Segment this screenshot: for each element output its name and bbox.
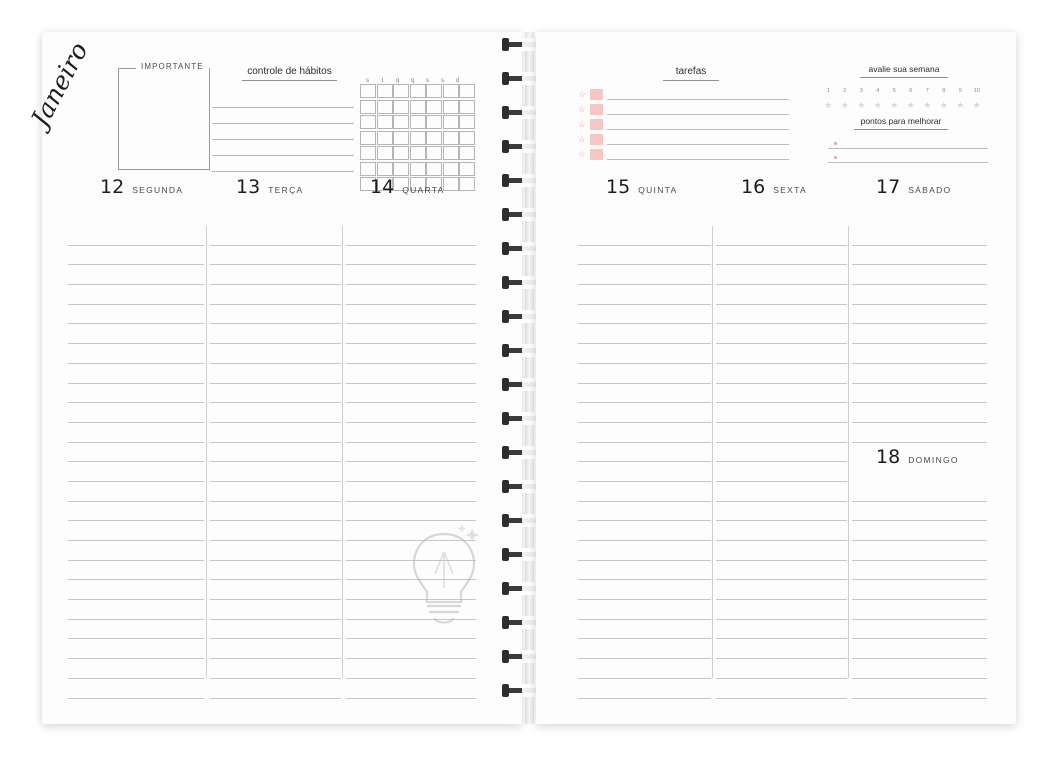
column-divider — [206, 226, 207, 678]
note-line[interactable] — [716, 482, 847, 502]
habit-grid-row — [360, 162, 476, 178]
note-line[interactable] — [578, 580, 711, 600]
note-line[interactable] — [716, 561, 847, 581]
habit-grid-row — [360, 115, 476, 131]
task-checkbox[interactable] — [590, 134, 603, 145]
tasks-title: tarefas — [663, 66, 719, 81]
star-icon[interactable]: ★ — [956, 100, 965, 110]
note-line[interactable] — [68, 324, 204, 344]
note-line[interactable] — [68, 384, 204, 404]
column-divider — [712, 226, 713, 678]
habit-col-label: q — [395, 78, 400, 84]
habit-col-label: s — [366, 78, 369, 84]
note-line[interactable] — [578, 679, 711, 699]
note-line[interactable] — [716, 226, 847, 246]
note-line[interactable] — [852, 423, 987, 443]
note-line[interactable] — [716, 659, 847, 679]
improve-title: pontos para melhorar — [854, 116, 948, 130]
note-line[interactable] — [852, 561, 987, 581]
rating-number: 8 — [942, 88, 946, 94]
day-number: 13 — [236, 176, 261, 198]
rating-star-unit[interactable] — [969, 88, 986, 113]
habit-checkbox[interactable] — [410, 84, 426, 98]
note-line[interactable] — [210, 580, 341, 600]
day-header-13 — [236, 176, 304, 198]
note-line[interactable] — [210, 659, 341, 679]
habit-grid-row — [360, 84, 476, 100]
note-line[interactable] — [578, 324, 711, 344]
rating-number: 4 — [876, 88, 880, 94]
note-line[interactable] — [716, 443, 847, 463]
column-divider — [848, 226, 849, 678]
rating-star-unit[interactable] — [886, 88, 903, 113]
day-number: 17 — [876, 176, 901, 198]
note-line[interactable] — [210, 423, 341, 443]
bullet-dot — [834, 142, 837, 145]
note-line[interactable] — [852, 226, 987, 246]
rating-star-unit[interactable] — [903, 88, 920, 113]
rating-number: 7 — [925, 88, 929, 94]
note-line[interactable] — [210, 639, 341, 659]
note-line[interactable] — [578, 226, 711, 246]
note-line[interactable] — [210, 443, 341, 463]
habit-checkbox[interactable] — [393, 84, 409, 98]
habit-checkbox[interactable] — [377, 162, 393, 176]
note-line[interactable] — [852, 541, 987, 561]
note-line[interactable] — [716, 265, 847, 285]
habit-checkbox[interactable] — [459, 146, 475, 160]
note-line[interactable] — [210, 324, 341, 344]
habit-checkbox[interactable] — [377, 84, 393, 98]
rating-number: 2 — [843, 88, 847, 94]
habit-checkbox[interactable] — [377, 146, 393, 160]
note-line[interactable] — [210, 482, 341, 502]
column-divider — [342, 226, 343, 678]
improve-line[interactable] — [828, 150, 988, 163]
week-rating-stars[interactable] — [820, 88, 985, 113]
notes-column-quinta[interactable] — [578, 226, 711, 699]
habit-checkbox[interactable] — [360, 115, 376, 129]
note-line[interactable] — [210, 285, 341, 305]
note-line[interactable] — [716, 403, 847, 423]
note-line[interactable] — [578, 659, 711, 679]
star-icon[interactable]: ☆ — [578, 88, 587, 99]
note-line[interactable] — [578, 482, 711, 502]
note-line[interactable] — [68, 541, 204, 561]
note-line[interactable] — [578, 502, 711, 522]
star-icon[interactable]: ☆ — [578, 148, 587, 159]
note-line[interactable] — [578, 364, 711, 384]
note-line[interactable] — [346, 344, 476, 364]
note-line[interactable] — [210, 600, 341, 620]
rating-number: 9 — [958, 88, 962, 94]
note-line[interactable] — [210, 541, 341, 561]
day-number: 14 — [370, 176, 395, 198]
note-line[interactable] — [852, 403, 987, 423]
habit-checkbox[interactable] — [459, 100, 475, 114]
task-checkbox[interactable] — [590, 119, 603, 130]
habit-checkbox[interactable] — [360, 162, 376, 176]
note-line[interactable] — [346, 285, 476, 305]
star-icon[interactable]: ★ — [824, 100, 833, 110]
habit-checkbox[interactable] — [393, 115, 409, 129]
note-line[interactable] — [210, 305, 341, 325]
note-line[interactable] — [346, 324, 476, 344]
habit-line[interactable] — [212, 92, 354, 108]
rating-number: 10 — [973, 88, 980, 94]
note-line[interactable] — [578, 443, 711, 463]
rating-star-unit[interactable] — [936, 88, 953, 113]
note-line[interactable] — [716, 305, 847, 325]
note-line[interactable] — [210, 462, 341, 482]
habit-checkbox[interactable] — [377, 131, 393, 145]
rating-star-unit[interactable] — [870, 88, 887, 113]
note-line[interactable] — [210, 502, 341, 522]
note-line[interactable] — [852, 285, 987, 305]
habit-grid-row — [360, 100, 476, 116]
star-icon[interactable]: ☆ — [578, 133, 587, 144]
habit-line[interactable] — [212, 124, 354, 140]
habit-grid-row — [360, 146, 476, 162]
star-icon[interactable]: ★ — [890, 100, 899, 110]
note-line[interactable] — [852, 344, 987, 364]
note-line[interactable] — [716, 541, 847, 561]
rating-number: 5 — [892, 88, 896, 94]
note-line[interactable] — [68, 285, 204, 305]
note-line[interactable] — [852, 600, 987, 620]
habit-checkbox[interactable] — [393, 100, 409, 114]
habit-checkbox[interactable] — [459, 131, 475, 145]
rating-star-unit[interactable] — [820, 88, 837, 113]
habit-checkbox[interactable] — [360, 100, 376, 114]
note-line[interactable] — [716, 679, 847, 699]
habit-checkbox[interactable] — [443, 177, 459, 191]
note-line[interactable] — [68, 344, 204, 364]
day-number: 18 — [876, 446, 901, 468]
note-line[interactable] — [578, 423, 711, 443]
note-line[interactable] — [68, 364, 204, 384]
note-line[interactable] — [210, 246, 341, 266]
note-line[interactable] — [68, 521, 204, 541]
note-line[interactable] — [68, 679, 204, 699]
month-script-label: Janeiro — [25, 37, 94, 132]
note-line[interactable] — [716, 324, 847, 344]
note-line[interactable] — [346, 443, 476, 463]
rating-number: 3 — [859, 88, 863, 94]
habit-checkbox[interactable] — [393, 162, 409, 176]
note-line[interactable] — [852, 364, 987, 384]
habit-col-label: d — [455, 78, 460, 84]
note-line[interactable] — [852, 384, 987, 404]
notes-column-sexta[interactable] — [716, 226, 847, 699]
note-line[interactable] — [852, 265, 987, 285]
note-line[interactable] — [68, 639, 204, 659]
note-line[interactable] — [346, 403, 476, 423]
note-line[interactable] — [852, 324, 987, 344]
notes-column-sabado-domingo[interactable] — [852, 226, 987, 699]
bullet-dot — [834, 156, 837, 159]
note-line[interactable] — [68, 246, 204, 266]
habit-checkbox[interactable] — [443, 115, 459, 129]
note-line[interactable] — [346, 423, 476, 443]
note-line[interactable] — [852, 620, 987, 640]
habit-checkbox[interactable] — [410, 100, 426, 114]
star-icon[interactable]: ★ — [873, 100, 882, 110]
day-weekday: QUARTA — [402, 185, 445, 195]
note-line[interactable] — [346, 659, 476, 679]
habit-checkbox[interactable] — [426, 115, 442, 129]
habits-title: controle de hábitos — [242, 66, 337, 81]
habit-checkbox[interactable] — [393, 146, 409, 160]
star-icon[interactable]: ★ — [857, 100, 866, 110]
habit-checkbox[interactable] — [459, 177, 475, 191]
star-icon[interactable]: ★ — [972, 100, 981, 110]
day-header-16 — [741, 176, 807, 198]
day-number: 16 — [741, 176, 766, 198]
notes-column-segunda[interactable] — [68, 226, 204, 699]
note-line[interactable] — [346, 679, 476, 699]
note-line[interactable] — [578, 344, 711, 364]
important-label: IMPORTANTE — [136, 62, 209, 71]
note-line[interactable] — [210, 521, 341, 541]
habit-checkbox[interactable] — [426, 131, 442, 145]
note-line[interactable] — [346, 364, 476, 384]
note-line[interactable] — [68, 443, 204, 463]
note-line[interactable] — [210, 679, 341, 699]
note-line[interactable] — [346, 639, 476, 659]
note-line[interactable] — [210, 344, 341, 364]
note-line[interactable] — [716, 600, 847, 620]
task-input-line[interactable] — [607, 88, 789, 100]
habit-grid-row — [360, 131, 476, 147]
habits-lines[interactable] — [212, 92, 354, 172]
note-line[interactable] — [852, 679, 987, 699]
habit-checkbox[interactable] — [360, 131, 376, 145]
day-weekday: DOMINGO — [908, 455, 959, 465]
task-checkbox[interactable] — [590, 149, 603, 160]
star-icon[interactable]: ★ — [939, 100, 948, 110]
habit-line[interactable] — [212, 140, 354, 156]
habit-checkbox[interactable] — [426, 84, 442, 98]
habit-checkbox[interactable] — [377, 115, 393, 129]
day-weekday: TERÇA — [268, 185, 304, 195]
habit-checkbox[interactable] — [393, 131, 409, 145]
rating-star-unit[interactable] — [919, 88, 936, 113]
note-line[interactable] — [716, 502, 847, 522]
task-input-line[interactable] — [607, 118, 789, 130]
note-line[interactable] — [852, 482, 987, 502]
note-line[interactable] — [716, 639, 847, 659]
note-line[interactable] — [578, 521, 711, 541]
note-line[interactable] — [68, 580, 204, 600]
day-number: 12 — [100, 176, 125, 198]
improve-line[interactable] — [828, 136, 988, 149]
habit-checkbox[interactable] — [426, 146, 442, 160]
habit-checkbox[interactable] — [360, 146, 376, 160]
day-header-17 — [876, 176, 951, 198]
day-header-15 — [606, 176, 677, 198]
note-line[interactable] — [578, 246, 711, 266]
rating-star-unit[interactable] — [837, 88, 854, 113]
rating-number: 6 — [909, 88, 913, 94]
task-input-line[interactable] — [607, 133, 789, 145]
note-line[interactable] — [210, 226, 341, 246]
note-line[interactable] — [68, 226, 204, 246]
habit-checkbox[interactable] — [410, 115, 426, 129]
notes-column-terca[interactable] — [210, 226, 341, 699]
habit-checkbox[interactable] — [426, 100, 442, 114]
habit-col-label: t — [381, 78, 384, 84]
habit-checkbox[interactable] — [426, 162, 442, 176]
habit-checkbox[interactable] — [443, 131, 459, 145]
note-line[interactable] — [716, 364, 847, 384]
note-line[interactable] — [852, 659, 987, 679]
note-line[interactable] — [210, 265, 341, 285]
note-line[interactable] — [852, 305, 987, 325]
day-weekday: SÁBADO — [908, 185, 952, 195]
rating-star-unit[interactable] — [853, 88, 870, 113]
note-line[interactable] — [68, 462, 204, 482]
note-line[interactable] — [578, 561, 711, 581]
note-line[interactable] — [68, 403, 204, 423]
note-line[interactable] — [68, 659, 204, 679]
habit-checkbox[interactable] — [410, 131, 426, 145]
star-icon[interactable]: ★ — [840, 100, 849, 110]
note-line[interactable] — [68, 482, 204, 502]
habit-line[interactable] — [212, 108, 354, 124]
note-line[interactable] — [346, 482, 476, 502]
note-line[interactable] — [346, 502, 476, 522]
note-line[interactable] — [716, 246, 847, 266]
habit-checkbox[interactable] — [459, 84, 475, 98]
habit-checkbox[interactable] — [377, 100, 393, 114]
note-line[interactable] — [346, 246, 476, 266]
note-line[interactable] — [852, 521, 987, 541]
note-line[interactable] — [852, 580, 987, 600]
habit-checkbox[interactable] — [410, 146, 426, 160]
day-header-14 — [370, 176, 445, 198]
habit-col-label: q — [410, 78, 415, 84]
star-icon[interactable]: ★ — [906, 100, 915, 110]
day-header-12 — [100, 176, 183, 198]
note-line[interactable] — [68, 305, 204, 325]
note-line[interactable] — [716, 423, 847, 443]
note-line[interactable] — [716, 285, 847, 305]
note-line[interactable] — [68, 600, 204, 620]
habit-col-label: s — [441, 78, 444, 84]
note-line[interactable] — [346, 305, 476, 325]
note-line[interactable] — [578, 403, 711, 423]
note-line[interactable] — [68, 561, 204, 581]
note-line[interactable] — [346, 462, 476, 482]
note-line[interactable] — [716, 521, 847, 541]
task-input-line[interactable] — [607, 148, 789, 160]
task-checkbox[interactable] — [590, 89, 603, 100]
note-line[interactable] — [716, 384, 847, 404]
note-line[interactable] — [210, 561, 341, 581]
habit-checkbox[interactable] — [443, 162, 459, 176]
star-icon[interactable]: ★ — [923, 100, 932, 110]
note-line[interactable] — [578, 285, 711, 305]
task-row[interactable] — [578, 118, 789, 130]
note-line[interactable] — [578, 620, 711, 640]
note-line[interactable] — [578, 462, 711, 482]
rating-star-unit[interactable] — [952, 88, 969, 113]
note-line[interactable] — [68, 502, 204, 522]
task-row[interactable] — [578, 133, 789, 145]
task-input-line[interactable] — [607, 103, 789, 115]
important-box[interactable] — [118, 68, 210, 170]
lightbulb-icon — [404, 522, 484, 632]
note-line[interactable] — [852, 443, 987, 463]
note-line[interactable] — [346, 226, 476, 246]
day-weekday: QUINTA — [638, 185, 678, 195]
note-line[interactable] — [578, 541, 711, 561]
note-line[interactable] — [68, 620, 204, 640]
habit-checkbox[interactable] — [459, 162, 475, 176]
week-rating-title: avalie sua semana — [860, 64, 948, 78]
task-row[interactable] — [578, 88, 789, 100]
task-row[interactable] — [578, 103, 789, 115]
note-line[interactable] — [578, 639, 711, 659]
habit-col-label: s — [426, 78, 429, 84]
habit-checkbox[interactable] — [443, 84, 459, 98]
star-icon[interactable]: ☆ — [578, 103, 587, 114]
note-line[interactable] — [578, 305, 711, 325]
task-row[interactable] — [578, 148, 789, 160]
task-checkbox[interactable] — [590, 104, 603, 115]
note-line[interactable] — [578, 600, 711, 620]
note-line[interactable] — [716, 580, 847, 600]
note-line[interactable] — [852, 502, 987, 522]
habit-line[interactable] — [212, 156, 354, 172]
note-line[interactable] — [210, 403, 341, 423]
note-line[interactable] — [716, 462, 847, 482]
note-line[interactable] — [716, 344, 847, 364]
habit-checkbox[interactable] — [443, 100, 459, 114]
note-line[interactable] — [852, 246, 987, 266]
habit-checkbox[interactable] — [443, 146, 459, 160]
day-number: 15 — [606, 176, 631, 198]
habit-checkbox[interactable] — [360, 84, 376, 98]
note-line[interactable] — [210, 384, 341, 404]
note-line[interactable] — [716, 620, 847, 640]
day-weekday: SEXTA — [773, 185, 807, 195]
note-line[interactable] — [68, 423, 204, 443]
star-icon[interactable]: ☆ — [578, 118, 587, 129]
habit-checkbox[interactable] — [459, 115, 475, 129]
habit-checkbox[interactable] — [410, 162, 426, 176]
note-line[interactable] — [852, 462, 987, 482]
note-line[interactable] — [852, 639, 987, 659]
note-line[interactable] — [578, 384, 711, 404]
note-line[interactable] — [346, 265, 476, 285]
note-line[interactable] — [210, 364, 341, 384]
note-line[interactable] — [210, 620, 341, 640]
note-line[interactable] — [68, 265, 204, 285]
note-line[interactable] — [578, 265, 711, 285]
note-line[interactable] — [346, 384, 476, 404]
rating-number: 1 — [826, 88, 830, 94]
day-weekday: SEGUNDA — [132, 185, 184, 195]
